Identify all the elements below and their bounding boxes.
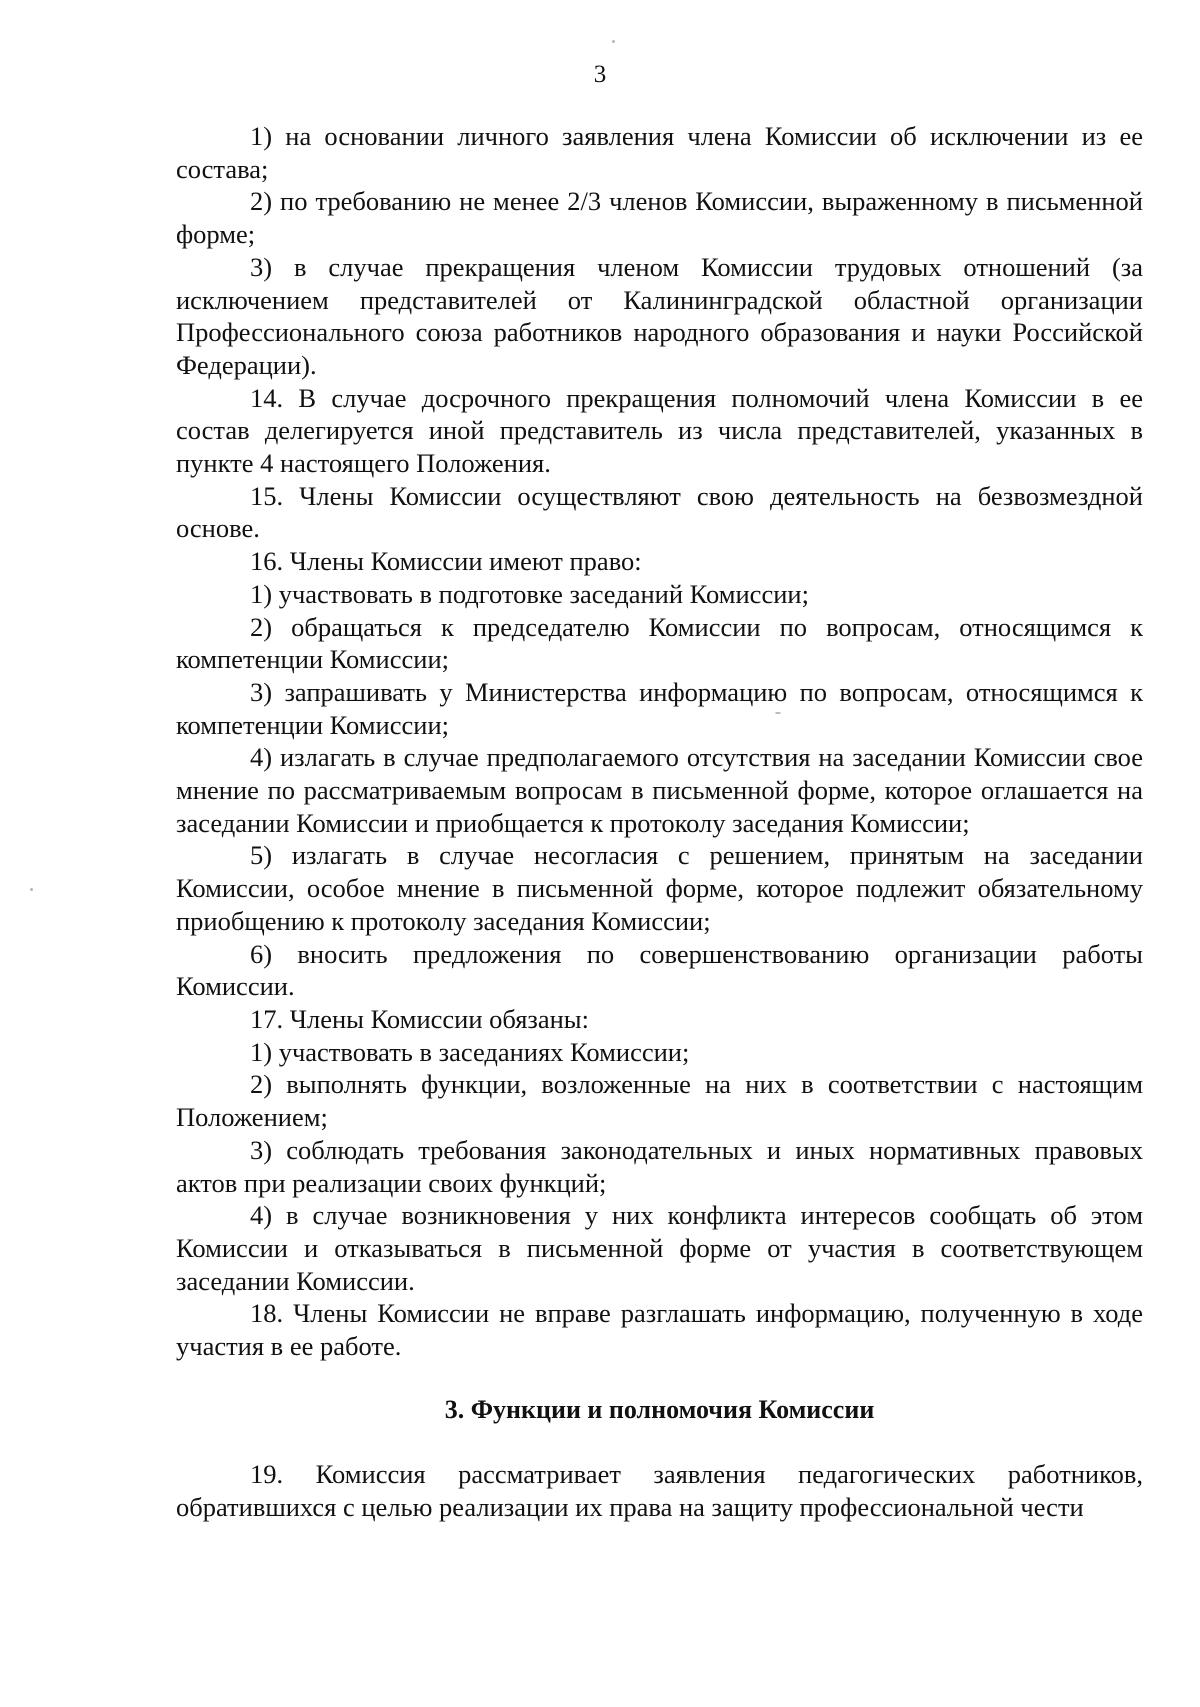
paragraph: 4) излагать в случае предполагаемого отсутствия на заседании Комиссии свое мнение по рассматриваемым вопросам в письменной форме, которое оглашается на заседании Комиссии и приобщается к протоколу заседания Комиссии; [176, 742, 1143, 838]
scan-speck [30, 888, 33, 891]
paragraphs-before-heading [176, 120, 1143, 1363]
paragraph: 3) соблюдать требования законодательных и иных нормативных правовых актов при реализации своих функций; [176, 1134, 1143, 1198]
scan-speck [775, 712, 781, 714]
paragraphs-after-heading [176, 1458, 1143, 1523]
paragraph: 4) в случае возникновения у них конфликта интересов сообщать об этом Комиссии и отказываться в письменной форме от участия в соответствующем заседании Комиссии. [176, 1200, 1143, 1296]
paragraph: 2) обращаться к председателю Комиссии по вопросам, относящимся к компетенции Комиссии; [176, 611, 1143, 675]
paragraph: 5) излагать в случае несогласия с решением, принятым на заседании Комиссии, особое мнение в письменной форме, которое подлежит обязательному приобщению к протоколу заседания Комиссии; [176, 840, 1143, 936]
paragraph: 18. Члены Комиссии не вправе разглашать информацию, полученную в ходе участия в ее работе. [176, 1298, 1143, 1362]
document-body [176, 120, 1143, 1524]
paragraph: 1) участвовать в подготовке заседаний Комиссии; [250, 578, 809, 609]
paragraph: 6) вносить предложения по совершенствованию организации работы Комиссии. [176, 938, 1143, 1002]
paragraph: 1) участвовать в заседаниях Комиссии; [250, 1036, 690, 1067]
paragraph: 3) запрашивать у Министерства информацию по вопросам, относящимся к компетенции Комиссии; [176, 676, 1143, 740]
paragraph: 19. Комиссия рассматривает заявления педагогических работников, обратившихся с целью реализации их права на защиту профессиональной чести [176, 1459, 1143, 1523]
scan-speck [612, 40, 615, 43]
paragraph: 16. Члены Комиссии имеют право: [250, 546, 642, 577]
paragraph: 14. В случае досрочного прекращения полномочий члена Комиссии в ее состав делегируется иной представитель из числа представителей, указанных в пункте 4 настоящего Положения. [176, 382, 1143, 479]
paragraph: 2) по требованию не менее 2/3 членов Комиссии, выраженному в письменной форме; [176, 186, 1143, 250]
section-heading: 3. Функции и полномочия Комиссии [444, 1394, 875, 1424]
page-number: 3 [593, 61, 607, 88]
paragraph: 17. Члены Комиссии обязаны: [250, 1003, 589, 1034]
paragraph: 1) на основании личного заявления члена Комиссии об исключении из ее состава; [176, 121, 1143, 184]
paragraph: 3) в случае прекращения членом Комиссии трудовых отношений (за исключением представителей от Калининградской областной организации Профессионального союза работников народного образования и науки Российской Федерации). [176, 251, 1143, 380]
paragraph: 15. Члены Комиссии осуществляют свою деятельность на безвозмездной основе. [176, 480, 1143, 544]
paragraph: 2) выполнять функции, возложенные на них в соответствии с настоящим Положением; [176, 1069, 1143, 1133]
